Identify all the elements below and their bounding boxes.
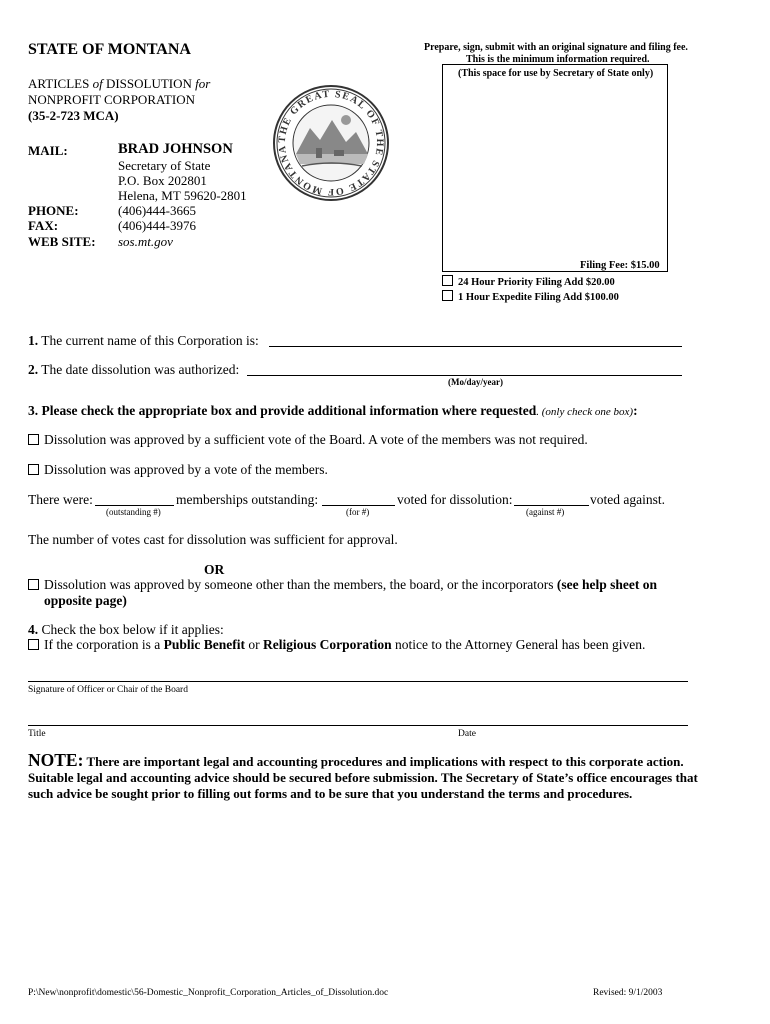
- q1-text: The current name of this Corporation is:: [41, 333, 259, 348]
- office-use-label: (This space for use by Secretary of State only): [458, 68, 654, 79]
- q2-text: The date dissolution was authorized:: [41, 362, 240, 377]
- other-option-text: Dissolution was approved by someone other than the members, the board, or the incorporators: [44, 577, 554, 592]
- option-members[interactable]: [28, 462, 328, 478]
- signature-field[interactable]: [28, 681, 688, 682]
- statute-ref: (35-2-723 MCA): [28, 108, 119, 123]
- city-zip: Helena, MT 59620-2801: [118, 188, 247, 203]
- public-benefit-checkbox[interactable]: [28, 639, 39, 650]
- office-use-box: [442, 64, 668, 272]
- expedite-option[interactable]: [442, 290, 619, 303]
- religious-corp-term: Religious Corporation: [262, 637, 392, 652]
- members-checkbox[interactable]: [28, 464, 39, 475]
- filing-instruction-1: Prepare, sign, submit with an original signature and filing fee.: [424, 42, 688, 53]
- phone-label: PHONE:: [28, 203, 79, 218]
- option-board[interactable]: [28, 432, 588, 448]
- board-option-text: Dissolution was approved by a sufficient vote of the Board. A vote of the members was not required.: [44, 432, 588, 447]
- state-title: STATE OF MONTANA: [28, 41, 191, 58]
- voted-for-label: voted for dissolution:: [397, 492, 513, 507]
- secretary-name: BRAD JOHNSON: [118, 141, 233, 157]
- public-benefit-term: Public Benefit: [163, 637, 245, 652]
- q4-or: or: [248, 637, 260, 652]
- there-were-label: There were:: [28, 492, 93, 507]
- q4-text: Check the box below if it applies:: [41, 622, 224, 637]
- or-divider: OR: [204, 562, 225, 577]
- note-heading: NOTE:: [28, 750, 84, 770]
- q3-note: . (only check one box): [536, 406, 634, 418]
- fax-value: (406)444-3976: [118, 218, 196, 233]
- dissolution-date-field[interactable]: [247, 375, 682, 376]
- filing-fee: Filing Fee: $15.00: [580, 260, 660, 271]
- for-count-field[interactable]: [322, 505, 395, 506]
- option-public-benefit[interactable]: [28, 637, 645, 653]
- priority-option[interactable]: [442, 275, 615, 288]
- option-other[interactable]: [28, 577, 657, 593]
- hint-outstanding: (outstanding #): [106, 507, 161, 517]
- q3-colon: :: [633, 403, 638, 418]
- form-title-line2: NONPROFIT CORPORATION: [28, 92, 195, 107]
- title-word-for: for: [195, 76, 211, 91]
- voted-against-label: voted against.: [590, 492, 665, 507]
- web-value: sos.mt.gov: [118, 234, 173, 249]
- help-sheet-ref: (see help sheet on: [556, 577, 657, 592]
- q4-label: [28, 622, 224, 638]
- web-label: WEB SITE:: [28, 234, 96, 249]
- q4-option-post: notice to the Attorney General has been given.: [394, 637, 646, 652]
- help-sheet-ref-2: opposite page): [44, 593, 127, 608]
- office-name: Secretary of State: [118, 158, 211, 173]
- svg-text:THE GREAT SEAL OF THE STATE OF: THE GREAT SEAL OF THE STATE OF MONTANA: [276, 88, 386, 198]
- corporation-name-field[interactable]: [269, 346, 682, 347]
- title-word-articles: ARTICLES: [28, 76, 90, 91]
- mail-label: MAIL:: [28, 143, 68, 158]
- q4-number: 4.: [28, 622, 39, 637]
- hint-against: (against #): [526, 507, 565, 517]
- q2-number: 2.: [28, 362, 39, 377]
- date-label: Date: [458, 729, 476, 739]
- sufficient-votes-text: The number of votes cast for dissolution was sufficient for approval.: [28, 532, 398, 547]
- fax-label: FAX:: [28, 218, 59, 233]
- outstanding-count-field[interactable]: [95, 505, 174, 506]
- montana-seal: [272, 84, 390, 202]
- expedite-checkbox[interactable]: [442, 290, 453, 301]
- file-path: P:\New\nonprofit\domestic\56-Domestic_Nonprofit_Corporation_Articles_of_Dissolution.doc: [28, 988, 389, 998]
- memberships-label: memberships outstanding:: [176, 492, 319, 507]
- q3-number: 3.: [28, 403, 39, 418]
- q1-label: [28, 333, 259, 349]
- form-title-line1: [28, 76, 210, 92]
- q3-label: [28, 403, 638, 419]
- priority-label: 24 Hour Priority Filing Add $20.00: [458, 277, 615, 288]
- revised-date: Revised: 9/1/2003: [593, 988, 663, 998]
- po-box: P.O. Box 202801: [118, 173, 207, 188]
- other-checkbox[interactable]: [28, 579, 39, 590]
- title-label: Title: [28, 729, 46, 739]
- filing-instruction-2: This is the minimum information required.: [466, 54, 650, 65]
- members-option-text: Dissolution was approved by a vote of the members.: [44, 462, 328, 477]
- title-word-of: of: [92, 76, 103, 91]
- priority-checkbox[interactable]: [442, 275, 453, 286]
- date-hint: (Mo/day/year): [448, 377, 503, 387]
- legal-note: [28, 752, 710, 802]
- board-checkbox[interactable]: [28, 434, 39, 445]
- title-word-dissolution: DISSOLUTION: [105, 76, 192, 91]
- q1-number: 1.: [28, 333, 39, 348]
- against-count-field[interactable]: [514, 505, 589, 506]
- q3-text: Please check the appropriate box and provide additional information where requested: [41, 403, 537, 418]
- hint-for: (for #): [346, 507, 370, 517]
- phone-value: (406)444-3665: [118, 203, 196, 218]
- title-date-field[interactable]: [28, 725, 688, 726]
- signature-label: Signature of Officer or Chair of the Board: [28, 685, 188, 695]
- q2-label: [28, 362, 239, 378]
- note-text: There are important legal and accounting procedures and implications with respect to this corporate action. Suitable legal and accounting advice should be secured before submission. The Secretary of State’s office encourages that such advice be sought prior to filling out forms and to be sure that you understand the terms and procedures.: [28, 754, 698, 801]
- q4-option-pre: If the corporation is a: [44, 637, 161, 652]
- expedite-label: 1 Hour Expedite Filing Add $100.00: [458, 292, 619, 303]
